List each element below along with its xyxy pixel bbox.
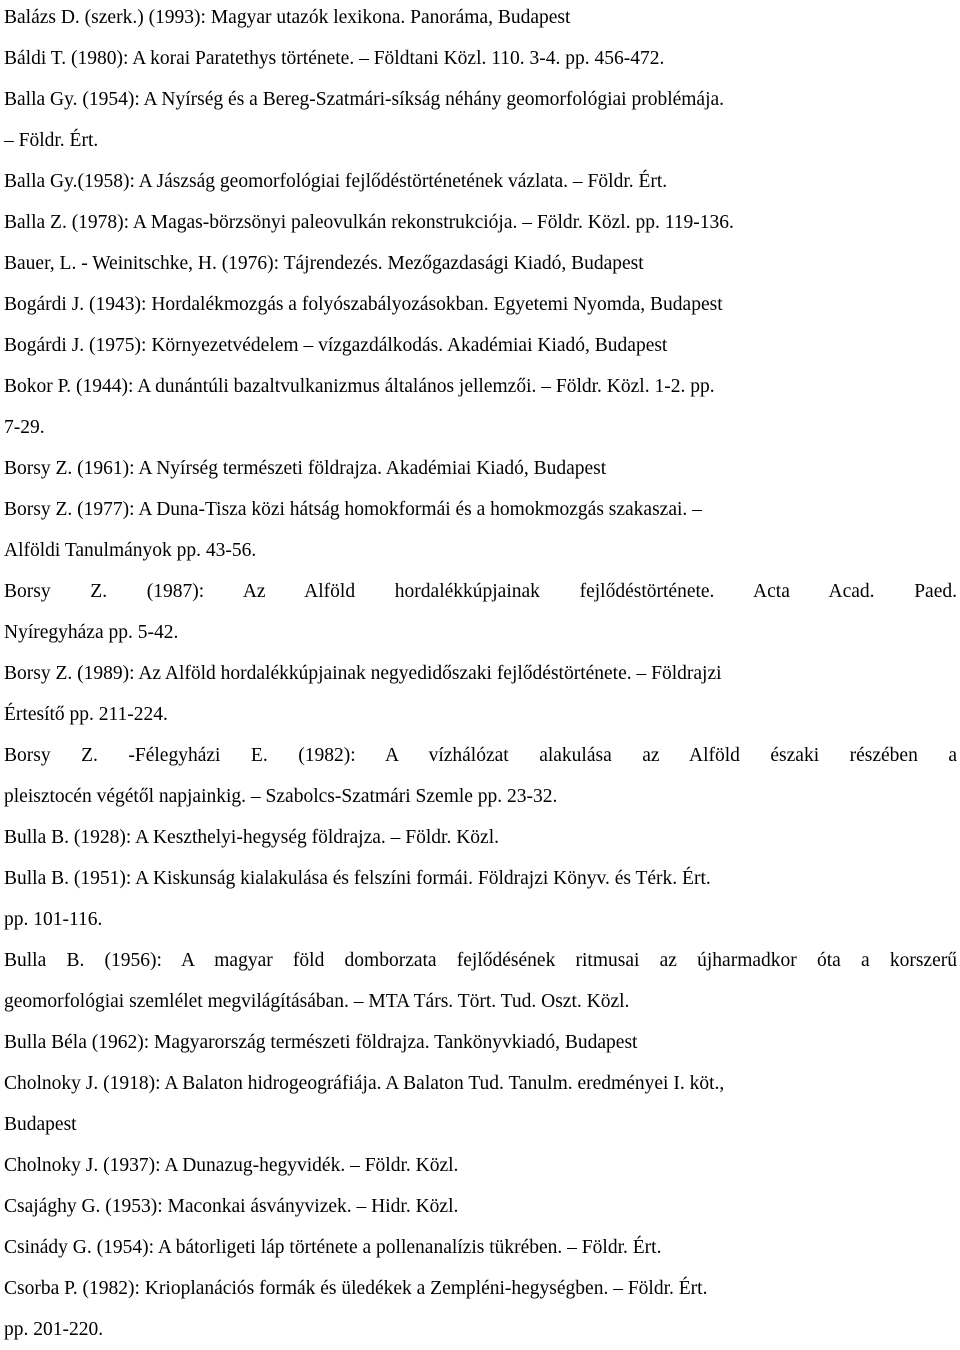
reference-line: Bauer, L. - Weinitschke, H. (1976): Tájrendezés. Mezőgazdasági Kiadó, Budapest <box>4 253 644 274</box>
reference-line: Borsy Z. (1989): Az Alföld hordalékkúpjainak negyedidőszaki fejlődéstörténete. – Földrajzi <box>4 663 722 684</box>
reference-line: Bulla B. (1928): A Keszthelyi-hegység földrajza. – Földr. Közl. <box>4 827 499 848</box>
reference-line: Bokor P. (1944): A dunántúli bazaltvulkanizmus általános jellemzői. – Földr. Közl. 1-2. pp. <box>4 376 715 397</box>
reference-line: Balázs D. (szerk.) (1993): Magyar utazók lexikona. Panoráma, Budapest <box>4 7 571 28</box>
reference-line: Alföldi Tanulmányok pp. 43-56. <box>4 540 257 561</box>
reference-line: Cholnoky J. (1918): A Balaton hidrogeográfiája. A Balaton Tud. Tanulm. eredményei I. köt., <box>4 1073 725 1094</box>
reference-line: pleisztocén végétől napjainkig. – Szabolcs-Szatmári Szemle pp. 23-32. <box>4 786 558 807</box>
bibliography-page <box>4 0 957 1350</box>
reference-line: Csorba P. (1982): Krioplanációs formák és üledékek a Zempléni-hegységben. – Földr. Ért. <box>4 1278 708 1299</box>
reference-line: Borsy Z. (1987): Az Alföld hordalékkúpjainak fejlődéstörténete. Acta Acad. Paed. <box>4 581 957 602</box>
reference-line: Bulla Béla (1962): Magyarország természeti földrajza. Tankönyvkiadó, Budapest <box>4 1032 638 1053</box>
reference-line: pp. 201-220. <box>4 1319 104 1340</box>
reference-line: – Földr. Ért. <box>4 130 99 151</box>
reference-line: Értesítő pp. 211-224. <box>4 704 168 725</box>
reference-line: Balla Gy. (1954): A Nyírség és a Bereg-Szatmári-síkság néhány geomorfológiai problémája. <box>4 89 725 110</box>
reference-line: Csajághy G. (1953): Maconkai ásványvizek. – Hidr. Közl. <box>4 1196 459 1217</box>
reference-line: Balla Z. (1978): A Magas-börzsönyi paleovulkán rekonstrukciója. – Földr. Közl. pp. 119-136. <box>4 212 734 233</box>
reference-line: Csinády G. (1954): A bátorligeti láp története a pollenanalízis tükrében. – Földr. Ért. <box>4 1237 662 1258</box>
reference-line: Bulla B. (1951): A Kiskunság kialakulása és felszíni formái. Földrajzi Könyv. és Térk. Ért. <box>4 868 711 889</box>
reference-line: Báldi T. (1980): A korai Paratethys története. – Földtani Közl. 110. 3-4. pp. 456-472. <box>4 48 665 69</box>
reference-line: geomorfológiai szemlélet megvilágításában. – MTA Társ. Tört. Tud. Oszt. Közl. <box>4 991 630 1012</box>
reference-line: Bogárdi J. (1975): Környezetvédelem – vízgazdálkodás. Akadémiai Kiadó, Budapest <box>4 335 668 356</box>
reference-line: Balla Gy.(1958): A Jászság geomorfológiai fejlődéstörténetének vázlata. – Földr. Ért. <box>4 171 668 192</box>
reference-line: Borsy Z. (1961): A Nyírség természeti földrajza. Akadémiai Kiadó, Budapest <box>4 458 607 479</box>
reference-line: Bulla B. (1956): A magyar föld domborzata fejlődésének ritmusai az újharmadkor óta a korszerű <box>4 950 957 971</box>
reference-line: 7-29. <box>4 417 45 438</box>
reference-line: pp. 101-116. <box>4 909 103 930</box>
reference-line: Cholnoky J. (1937): A Dunazug-hegyvidék. – Földr. Közl. <box>4 1155 459 1176</box>
reference-line: Nyíregyháza pp. 5-42. <box>4 622 179 643</box>
reference-line: Bogárdi J. (1943): Hordalékmozgás a folyószabályozásokban. Egyetemi Nyomda, Budapest <box>4 294 723 315</box>
reference-line: Borsy Z. (1977): A Duna-Tisza közi hátság homokformái és a homokmozgás szakaszai. – <box>4 499 702 520</box>
reference-line: Budapest <box>4 1114 77 1135</box>
reference-line: Borsy Z. -Félegyházi E. (1982): A vízhálózat alakulása az Alföld északi részében a <box>4 745 957 766</box>
